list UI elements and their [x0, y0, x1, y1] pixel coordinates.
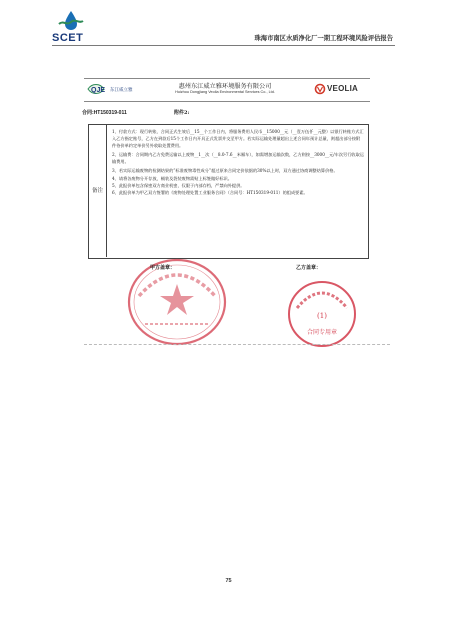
- contract-number: 合同:HT150319-011: [82, 110, 127, 116]
- note-item-transport: 2、运输费：合同期内乙方免费运输以上废物__1__次（__8.0-7.6__米厢车），如需增加运输次数，乙方则按__3000__元/车次另行收取运输费用。: [112, 152, 364, 165]
- qje-logo-icon: [86, 81, 144, 97]
- qje-logo-text: QJE: [91, 87, 106, 94]
- notes-body: [112, 128, 364, 196]
- scan-bottom-divider: [84, 344, 390, 345]
- veolia-logo-text: VEOLIA: [327, 84, 358, 93]
- report-title: 珠海市南区水质净化厂一期工程环境风险评估报告: [254, 35, 393, 42]
- note-item-confidential: 5、此报价单包含保密双方商业机密，仅限于内部存档，严禁向外提供。: [112, 182, 245, 188]
- note-item-payment: 1、付款方式：现行转账、合同正式生效后__15__个工作日内，将服务费用人民币__15000__元（__壹万伍仟__元整）以银行转账方式汇入乙方指定账号，乙方在到款后15个工作日内开具正式发票并交至甲方。若实际运输处理量超出上述合同年预计总量，则超出部分按附件待价单约定单价另外收取处置费用。: [112, 129, 364, 149]
- scet-logo-text: SCET: [52, 32, 84, 44]
- qje-brand-text: 东江威立雅: [110, 88, 133, 93]
- notes-label: 备注: [91, 188, 103, 194]
- party-a-stamp-label: 甲方盖章：: [150, 265, 176, 271]
- seal-text: 合同专用章: [306, 329, 338, 336]
- seal-number: (1): [317, 312, 327, 320]
- note-item-storage: 4、请将各废物分开存放，桶装及袋装废物需贴上标签做好标识。: [112, 175, 232, 181]
- scet-logo-icon: [54, 10, 88, 32]
- company-name-en: Huizhou Dongjiang Veolia Environmental Services Co., Ltd.: [175, 90, 275, 94]
- party-a-seal-icon: [125, 256, 229, 348]
- party-b-contract-seal-icon: [287, 280, 357, 348]
- party-b-stamp-label: 乙方盖章：: [296, 265, 322, 271]
- attachment-label: 附件2:: [174, 110, 190, 116]
- header-divider: [52, 45, 395, 46]
- note-item-contract-ref: 6、此报价单为甲乙双方签署的《废物处理处置工业服务合同》（合同号：HT150319-011）的组成要素。: [112, 189, 308, 195]
- page-number: 75: [225, 578, 232, 584]
- note-item-price-adjust: 3、若实际运输废物的检测结果的“标准废物毒性成分”超过原来合同定价依据的30%以上时，双方通过协商调整结算价格。: [112, 168, 338, 174]
- company-name-cn: 惠州东江威立雅环境服务有限公司: [178, 83, 272, 90]
